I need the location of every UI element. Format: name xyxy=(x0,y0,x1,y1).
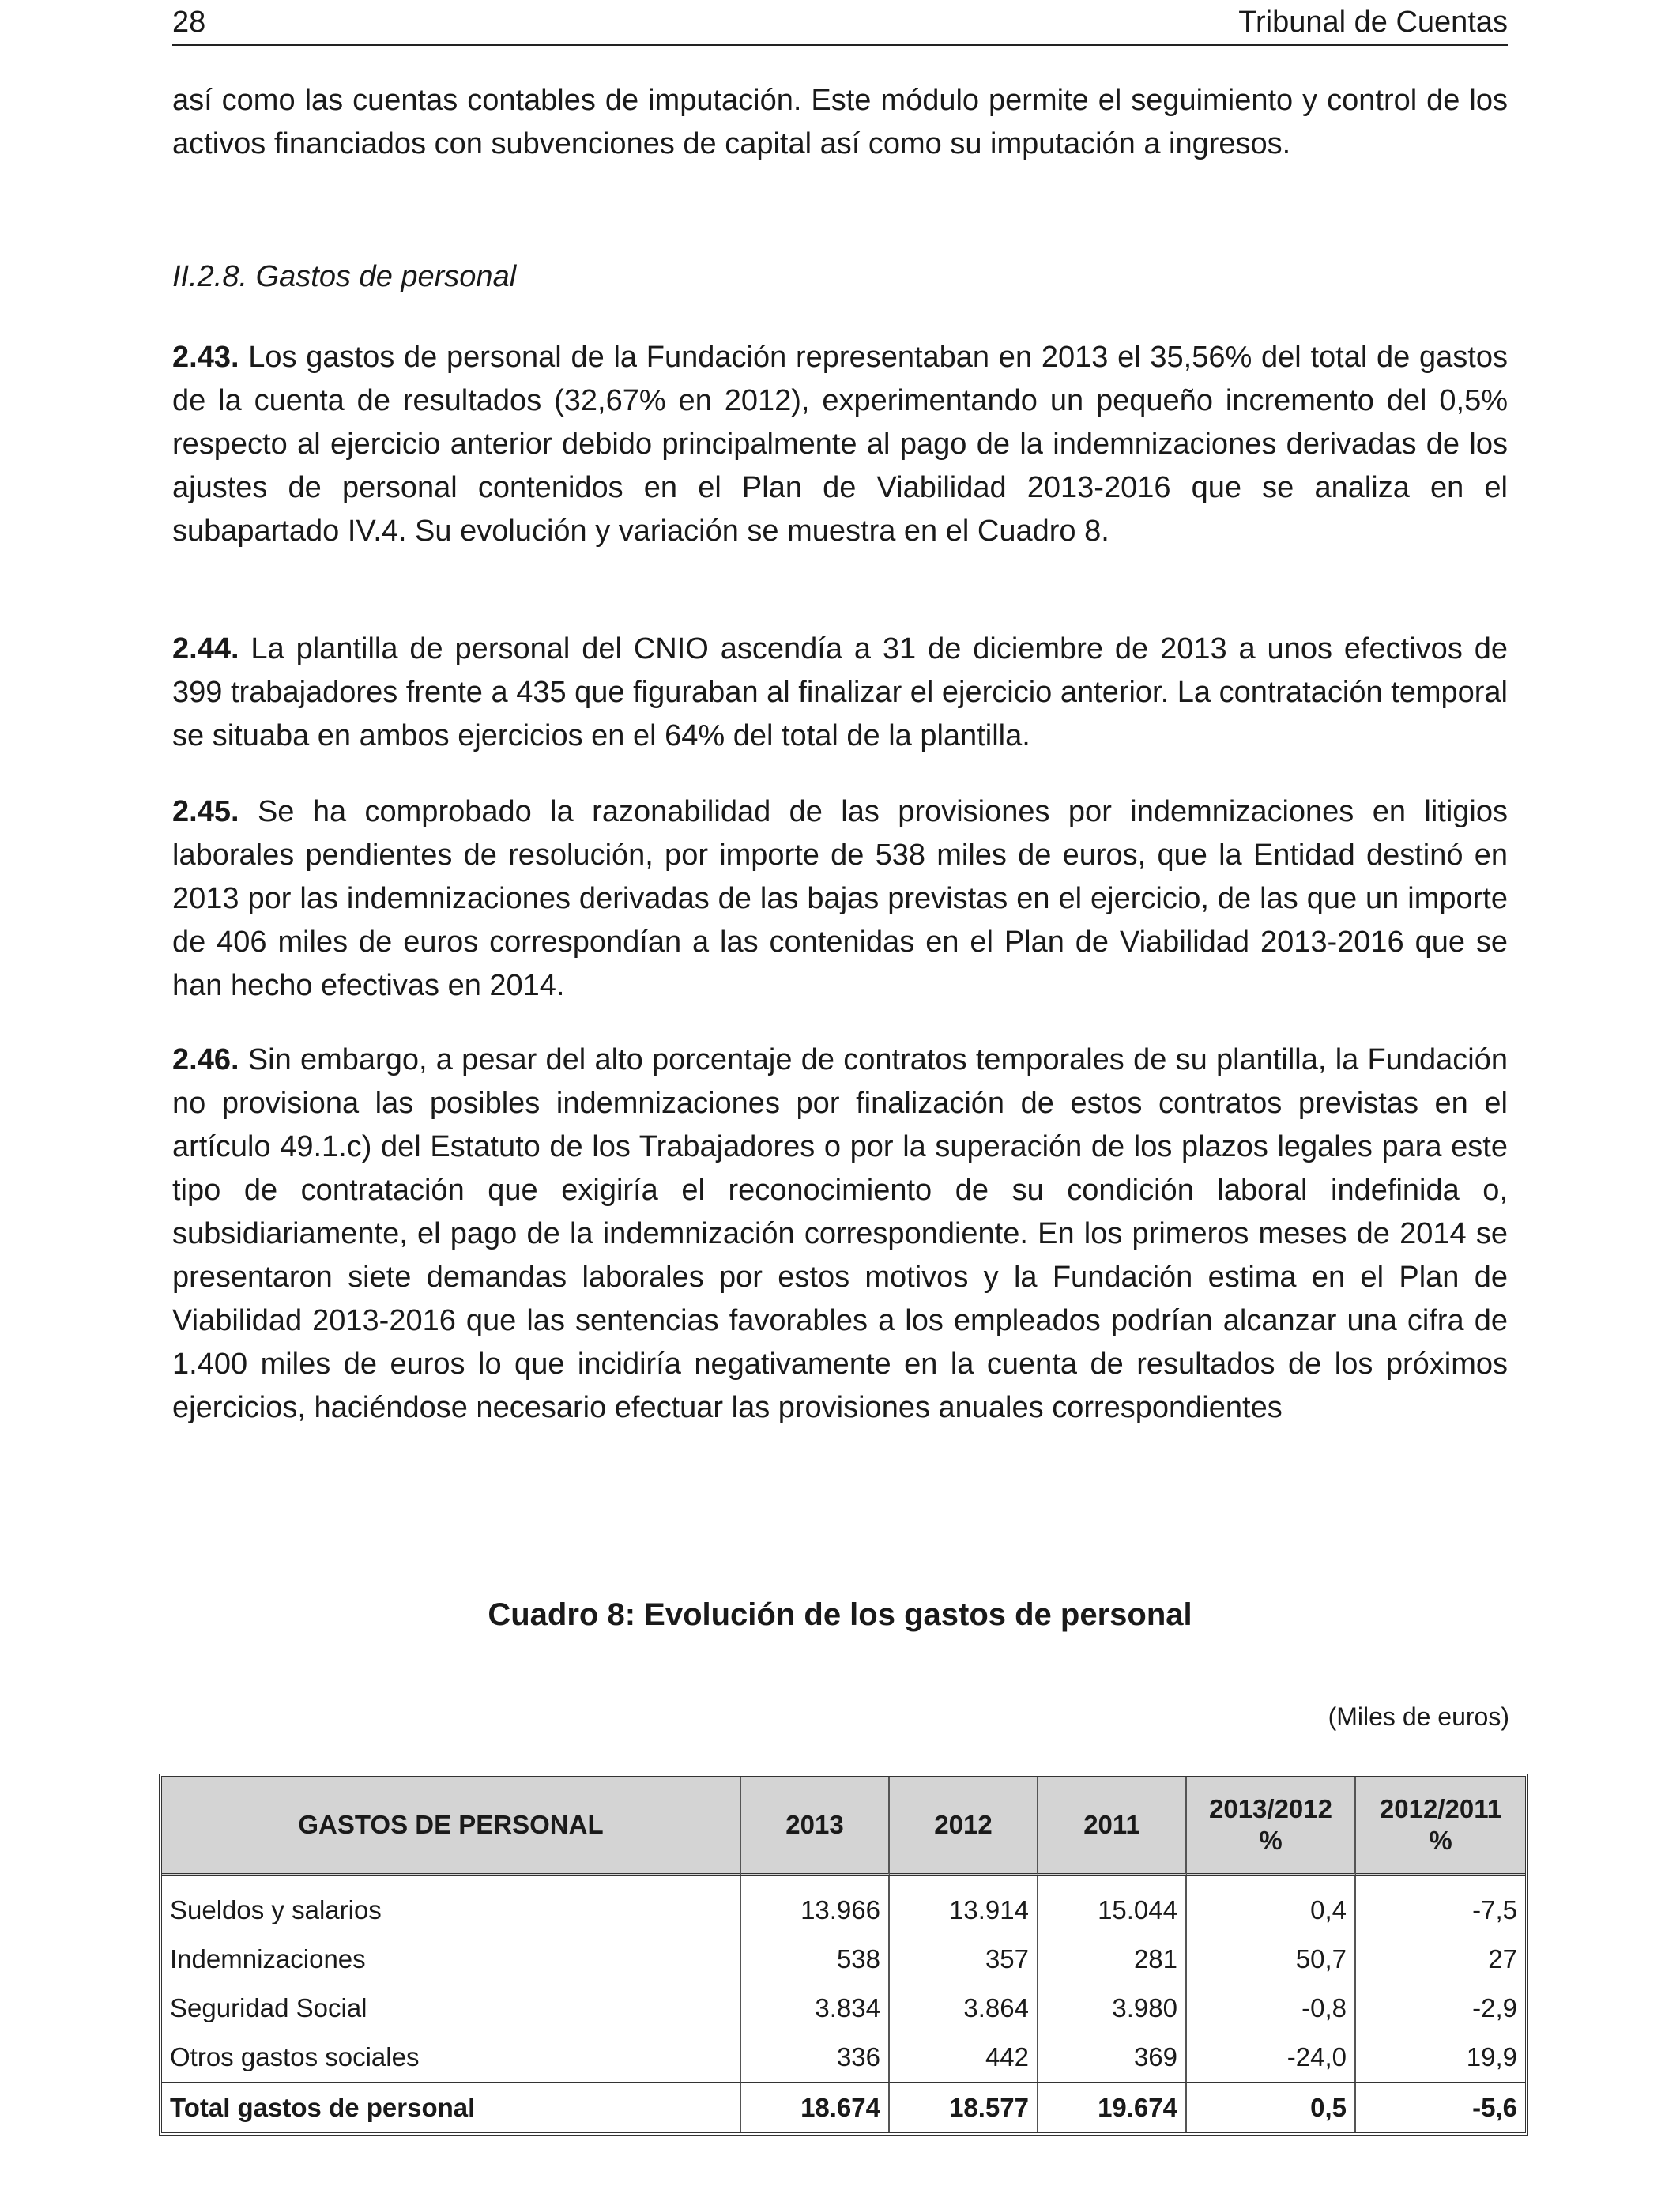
intro-paragraph xyxy=(172,79,1508,166)
paragraph-number: 2.43. xyxy=(172,341,239,374)
paragraph-text: Los gastos de personal de la Fundación representaban en 2013 el 35,56% del total de gastos de la cuenta de resultados (32,67% en 2012), experimentando un pequeño incremento del 0,5% respecto al ejercicio anterior debido principalmente al pago de la indemnizaciones derivadas de los ajustes de personal contenidos en el Plan de Viabilidad 2013-2016 que se analiza en el subapartado IV.4. Su evolución y variación se muestra en el Cuadro 8. xyxy=(172,341,1508,548)
table-caption: Cuadro 8: Evolución de los gastos de personal xyxy=(488,1597,1192,1632)
col-header-var-2012-2011: 2012/2011 % xyxy=(1356,1777,1525,1876)
col-header-2013: 2013 xyxy=(741,1777,890,1876)
paragraph-number: 2.45. xyxy=(172,795,239,828)
table-row: Otros gastos sociales 336 442 369 -24,0 19,9 xyxy=(162,2033,1525,2082)
paragraph-text: La plantilla de personal del CNIO ascendía a 31 de diciembre de 2013 a unos efectivos de 399 trabajadores frente a 435 que figuraban al finalizar el ejercicio anterior. La contratación temporal se situaba en ambos ejercicios en el 64% del total de la plantilla. xyxy=(172,632,1508,752)
personnel-expenses-table xyxy=(159,1774,1522,2136)
table-row: Seguridad Social 3.834 3.864 3.980 -0,8 -2,9 xyxy=(162,1984,1525,2033)
col-header-2012: 2012 xyxy=(890,1777,1038,1876)
table-row: Indemnizaciones 538 357 281 50,7 27 xyxy=(162,1935,1525,1984)
paragraph-text: Se ha comprobado la razonabilidad de las provisiones por indemnizaciones en litigios laborales pendientes de resolución, por importe de 538 miles de euros, que la Entidad destinó en 2013 por las indemnizaciones derivadas de las bajas previstas en el ejercicio, de las que un importe de 406 miles de euros correspondían a las contenidas en el Plan de Viabilidad 2013-2016 que se han hecho efectivas en 2014. xyxy=(172,795,1508,1002)
paragraph-number: 2.44. xyxy=(172,632,239,665)
paragraph-text: Sin embargo, a pesar del alto porcentaje de contratos temporales de su plantilla, la Fundación no provisiona las posibles indemnizaciones por finalización de estos contratos previstas en el artículo 49.1.c) del Estatuto de los Trabajadores o por la superación de los plazos legales para este tipo de contratación que exigiría el reconocimiento de su condición laboral indefinida o, subsidiariamente, el pago de la indemnización correspondiente. En los primeros meses de 2014 se presentaron siete demandas laborales por estos motivos y la Fundación estima en el Plan de Viabilidad 2013-2016 que las sentencias favorables a los empleados podrían alcanzar una cifra de 1.400 miles de euros lo que incidiría negativamente en la cuenta de resultados de los próximos ejercicios, haciéndose necesario efectuar las provisiones anuales correspondientes xyxy=(172,1043,1508,1424)
table-total-row: Total gastos de personal 18.674 18.577 19.674 0,5 -5,6 xyxy=(162,2082,1525,2132)
page-number: 28 xyxy=(172,6,206,39)
paragraph-2-45 xyxy=(172,790,1508,1008)
table-units: (Miles de euros) xyxy=(1328,1702,1509,1731)
col-header-concept: GASTOS DE PERSONAL xyxy=(162,1777,741,1876)
paragraph-number: 2.46. xyxy=(172,1043,239,1076)
paragraph-2-46 xyxy=(172,1039,1508,1430)
table-row: Sueldos y salarios 13.966 13.914 15.044 0,4 -7,5 xyxy=(162,1886,1525,1935)
header-title: Tribunal de Cuentas xyxy=(1238,6,1508,39)
paragraph-2-44 xyxy=(172,628,1508,758)
section-title: II.2.8. Gastos de personal xyxy=(172,260,517,293)
intro-text: así como las cuentas contables de imputación. Este módulo permite el seguimiento y control de los activos financiados con subvenciones de capital así como su imputación a ingresos. xyxy=(172,84,1508,160)
paragraph-2-43 xyxy=(172,336,1508,553)
table-spacer xyxy=(162,1876,1525,1886)
col-header-var-2013-2012: 2013/2012 % xyxy=(1187,1777,1356,1876)
col-header-2011: 2011 xyxy=(1038,1777,1187,1876)
page-header xyxy=(172,0,1508,46)
section-heading xyxy=(172,255,1508,299)
table-header-row xyxy=(162,1777,1525,1876)
